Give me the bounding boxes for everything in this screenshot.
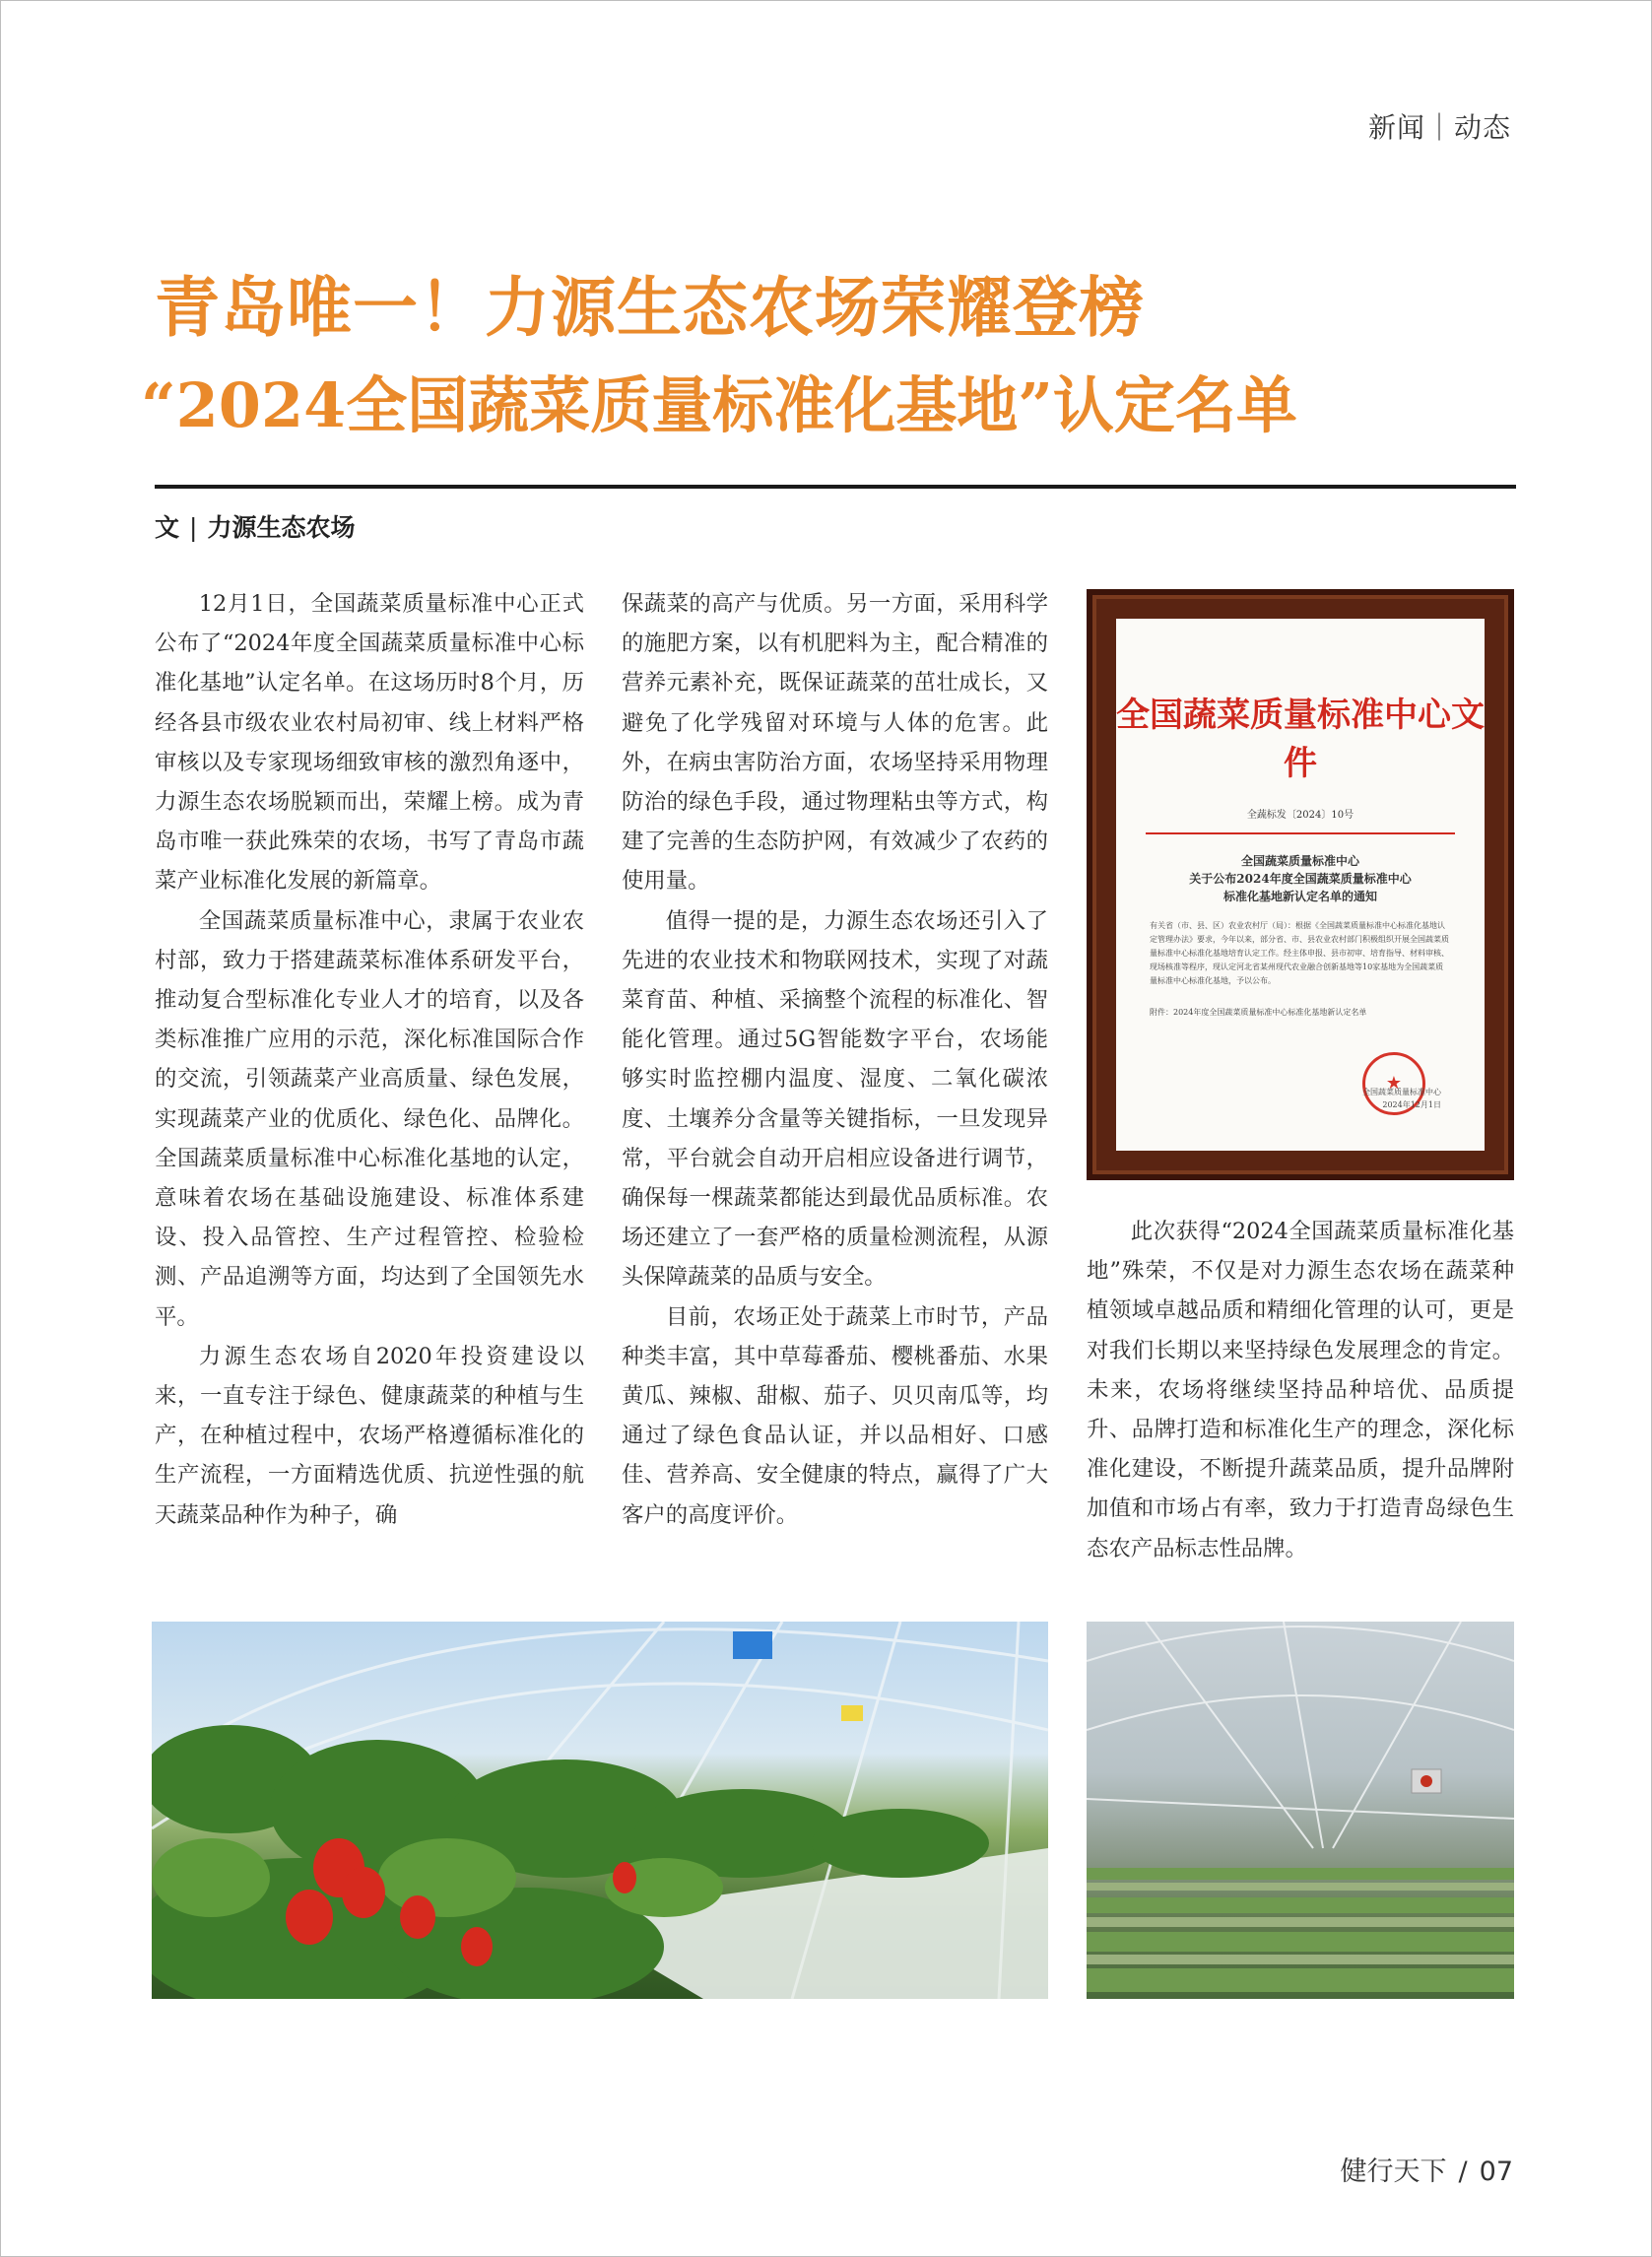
publication-name: 健行天下: [1340, 2157, 1447, 2187]
byline-label: 文: [155, 513, 180, 542]
article-column-1: [155, 584, 584, 1535]
page-number: 07: [1479, 2157, 1513, 2187]
title-rule: [155, 485, 1516, 489]
certificate-title: 全国蔬菜质量标准中心文件: [1116, 696, 1485, 783]
framed-certificate: [1087, 589, 1514, 1180]
page-footer: [1341, 2150, 1513, 2188]
red-seal-icon: ★: [1362, 1052, 1425, 1115]
certificate-date: 2024年12月1日: [1382, 1100, 1441, 1109]
paragraph: 此次获得“2024全国蔬菜质量标准化基地”殊荣，不仅是对力源生态农场在蔬菜种植领域卓越品质和精细化管理的认可，更是对我们长期以来坚持绿色发展理念的肯定。未来，农场将继续坚持品种培优、品质提升、品牌打造和标准化生产的理念，深化标准化建设，不断提升蔬菜品质，提升品牌附加值和市场占有率，致力于打造青岛绿色生态农产品标志性品牌。: [1087, 1219, 1514, 1561]
certificate-heading-2: 关于公布2024年度全国蔬菜质量标准中心: [1189, 872, 1412, 886]
certificate-red-rule: [1146, 832, 1455, 834]
section-tag: 新闻｜动态: [1367, 111, 1511, 144]
certificate-paper: [1116, 619, 1485, 1151]
footer-slash: /: [1458, 2157, 1468, 2187]
certificate-heading: [1116, 852, 1485, 905]
certificate-heading-1: 全国蔬菜质量标准中心: [1240, 854, 1359, 868]
paragraph: 全国蔬菜质量标准中心，隶属于农业农村部，致力于搭建蔬菜标准体系研发平台，推动复合型标准化专业人才的培育，以及各类标准推广应用的示范，深化标准国际合作的交流，引领蔬菜产业高质量、绿色发展，实现蔬菜产业的优质化、绿色化、品牌化。全国蔬菜质量标准中心标准化基地的认定，意味着农场在基础设施建设、标准体系建设、投入品管控、生产过程管控、检验检测、产品追溯等方面，均达到了全国领先水平。: [155, 907, 584, 1330]
paragraph: 12月1日，全国蔬菜质量标准中心正式公布了“2024年度全国蔬菜质量标准中心标准化基地”认定名单。在这场历时8个月，历经各县市级农业农村局初审、线上材料严格审核以及专家现场细致审核的激烈角逐中，力源生态农场脱颖而出，荣耀上榜。成为青岛市唯一获此殊荣的农场，书写了青岛市蔬菜产业标准化发展的新篇章。: [155, 591, 584, 895]
headline-line-2: “2024全国蔬菜质量标准化基地”认定名单: [141, 369, 1297, 441]
certificate-body: 有关省（市、县、区）农业农村厅（局）：根据《全国蔬菜质量标准中心标准化基地认定管理办法》要求，今年以来，部分省、市、县农业农村部门积极组织开展全国蔬菜质量标准中心标准化基地培育认定工作。经主体申报、县市初审、培育指导、材料审核、现场核准等程序，现认定河北省某州现代农业融合创新基地等10家基地为全国蔬菜质量标准中心标准化基地，予以公布。: [1150, 921, 1449, 985]
byline: [155, 508, 355, 544]
article-column-3: [1087, 1212, 1514, 1568]
certificate-signature: [1362, 1086, 1441, 1111]
headline: [141, 258, 1534, 455]
byline-separator: |: [189, 513, 198, 542]
headline-line-1: 青岛唯一！力源生态农场荣耀登榜: [155, 269, 1145, 346]
paragraph: 目前，农场正处于蔬菜上市时节，产品种类丰富，其中草莓番茄、樱桃番茄、水果黄瓜、辣椒、甜椒、茄子、贝贝南瓜等，均通过了绿色食品认证，并以品相好、口感佳、营养高、安全健康的特点，赢得了广大客户的高度评价。: [622, 1303, 1048, 1528]
greenhouse-seedlings-photo: [1087, 1622, 1514, 1999]
paragraph: 保蔬菜的高产与优质。另一方面，采用科学的施肥方案，以有机肥料为主，配合精准的营养元素补充，既保证蔬菜的茁壮成长，又避免了化学残留对环境与人体的危害。此外，在病虫害防治方面，农场坚持采用物理防治的绿色手段，通过物理粘虫等方式，构建了完善的生态防护网，有效减少了农药的使用量。: [622, 591, 1048, 895]
paragraph: 值得一提的是，力源生态农场还引入了先进的农业技术和物联网技术，实现了对蔬菜育苗、种植、采摘整个流程的标准化、智能化管理。通过5G智能数字平台，农场能够实时监控棚内温度、湿度、二氧化碳浓度、土壤养分含量等关键指标，一旦发现异常，平台就会自动开启相应设备进行调节，确保每一棵蔬菜都能达到最优品质标准。农场还建立了一套严格的质量检测流程，从源头保障蔬菜的品质与安全。: [622, 907, 1048, 1291]
greenhouse-photo-art: [1087, 1622, 1514, 1999]
certificate-heading-3: 标准化基地新认定名单的通知: [1222, 890, 1377, 903]
pepper-photo-art: [152, 1622, 1048, 1999]
certificate-attachment: 附件：2024年度全国蔬菜质量标准中心标准化基地新认定名单: [1150, 1008, 1367, 1017]
paragraph: 力源生态农场自2020年投资建设以来，一直专注于绿色、健康蔬菜的种植与生产，在种植过程中，农场严格遵循标准化的生产流程，一方面精选优质、抗逆性强的航天蔬菜品种作为种子，确: [155, 1343, 584, 1528]
certificate-signer: 全国蔬菜质量标准中心: [1362, 1088, 1441, 1096]
byline-author: 力源生态农场: [207, 513, 356, 542]
article-column-2: [622, 584, 1048, 1535]
certificate-doc-number: 全蔬标发〔2024〕10号: [1246, 810, 1355, 821]
pepper-greenhouse-photo: [152, 1622, 1048, 1999]
